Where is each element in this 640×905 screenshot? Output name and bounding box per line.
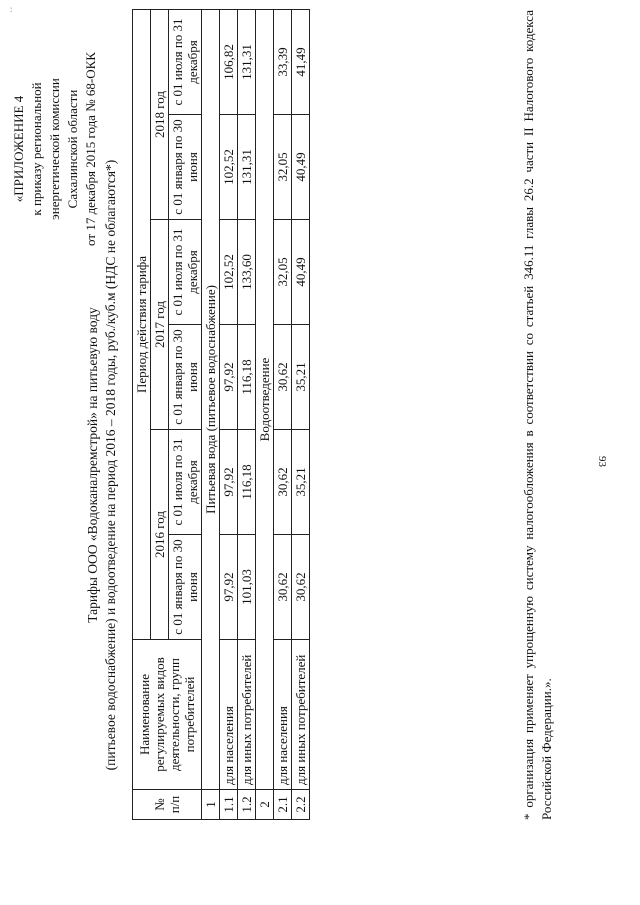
value-cell: 106,82 bbox=[220, 9, 238, 114]
value-cell: 30,62 bbox=[274, 430, 292, 535]
table-row bbox=[238, 9, 256, 819]
value-cell: 97,92 bbox=[220, 535, 238, 640]
appendix-title: «ПРИЛОЖЕНИЕ 4 bbox=[11, 95, 26, 203]
row-number: 2.1 bbox=[274, 790, 292, 820]
half-2: с 01 июля по 31 декабря bbox=[169, 430, 202, 535]
table-row bbox=[220, 9, 238, 819]
value-cell: 133,60 bbox=[238, 220, 256, 325]
value-cell: 102,52 bbox=[220, 115, 238, 220]
half-1: с 01 января по 30 июня bbox=[169, 325, 202, 430]
footnote: * организация применяет упрощенную систему налогообложения в соответствии со статьей 346.11 главы 26.2 части II Налогового кодекса Российской Федерации.». bbox=[521, 10, 554, 820]
header-period: Период действия тарифа bbox=[133, 9, 151, 639]
value-cell: 35,21 bbox=[292, 430, 310, 535]
value-cell: 30,62 bbox=[274, 325, 292, 430]
year-2016: 2016 год bbox=[151, 430, 169, 640]
row-number: 2.2 bbox=[292, 790, 310, 820]
appendix-line: к приказу региональной bbox=[29, 82, 44, 216]
value-cell: 116,18 bbox=[238, 430, 256, 535]
value-cell: 97,92 bbox=[220, 430, 238, 535]
value-cell: 32,05 bbox=[274, 220, 292, 325]
appendix-line: энергетической комиссии bbox=[47, 78, 62, 220]
row-number: 1.2 bbox=[238, 790, 256, 820]
value-cell: 40,49 bbox=[292, 115, 310, 220]
document-title bbox=[84, 85, 120, 845]
table-row bbox=[274, 9, 292, 819]
section-title: Питьевая вода (питьевое водоснабжение) bbox=[202, 9, 220, 789]
row-number: 1.1 bbox=[220, 790, 238, 820]
appendix-line: Сахалинской области bbox=[65, 89, 80, 209]
header-name: Наименование регулируемых видов деятельности, групп потребителей bbox=[133, 640, 202, 790]
section-number: 1 bbox=[202, 790, 220, 820]
value-cell: 40,49 bbox=[292, 220, 310, 325]
value-cell: 131,31 bbox=[238, 115, 256, 220]
page-number: 93 bbox=[596, 456, 608, 467]
header-row bbox=[133, 9, 151, 819]
tariff-table bbox=[132, 9, 310, 820]
value-cell: 33,39 bbox=[274, 9, 292, 114]
section-row bbox=[202, 9, 220, 819]
title-line-1: Тарифы ООО «Водоканалремстрой» на питьевую воду bbox=[85, 307, 100, 623]
year-2018: 2018 год bbox=[151, 9, 169, 219]
row-name: для иных потребителей bbox=[292, 640, 310, 790]
appendix-line: от 17 декабря 2015 года № 68-ОКК bbox=[83, 52, 98, 246]
value-cell: 102,52 bbox=[220, 220, 238, 325]
value-cell: 30,62 bbox=[274, 535, 292, 640]
section-title: Водоотведение bbox=[256, 9, 274, 789]
row-name: для иных потребителей bbox=[238, 640, 256, 790]
half-1: с 01 января по 30 июня bbox=[169, 535, 202, 640]
value-cell: 41,49 bbox=[292, 9, 310, 114]
value-cell: 101,03 bbox=[238, 535, 256, 640]
half-1: с 01 января по 30 июня bbox=[169, 115, 202, 220]
value-cell: 116,18 bbox=[238, 325, 256, 430]
row-name: для населения bbox=[220, 640, 238, 790]
value-cell: 131,31 bbox=[238, 9, 256, 114]
header-number: № п/п bbox=[133, 790, 202, 820]
row-name: для населения bbox=[274, 640, 292, 790]
value-cell: 35,21 bbox=[292, 325, 310, 430]
year-2017: 2017 год bbox=[151, 220, 169, 430]
title-line-2: (питьевое водоснабжение) и водоотведение на период 2016 – 2018 годы, руб./куб.м (НДС не облагаются*) bbox=[103, 159, 118, 771]
section-row bbox=[256, 9, 274, 819]
value-cell: 97,92 bbox=[220, 325, 238, 430]
section-number: 2 bbox=[256, 790, 274, 820]
value-cell: 30,62 bbox=[292, 535, 310, 640]
edge-mark: : bbox=[10, 4, 13, 14]
value-cell: 32,05 bbox=[274, 115, 292, 220]
table-row bbox=[292, 9, 310, 819]
half-2: с 01 июля по 31 декабря bbox=[169, 9, 202, 114]
half-2: с 01 июля по 31 декабря bbox=[169, 220, 202, 325]
